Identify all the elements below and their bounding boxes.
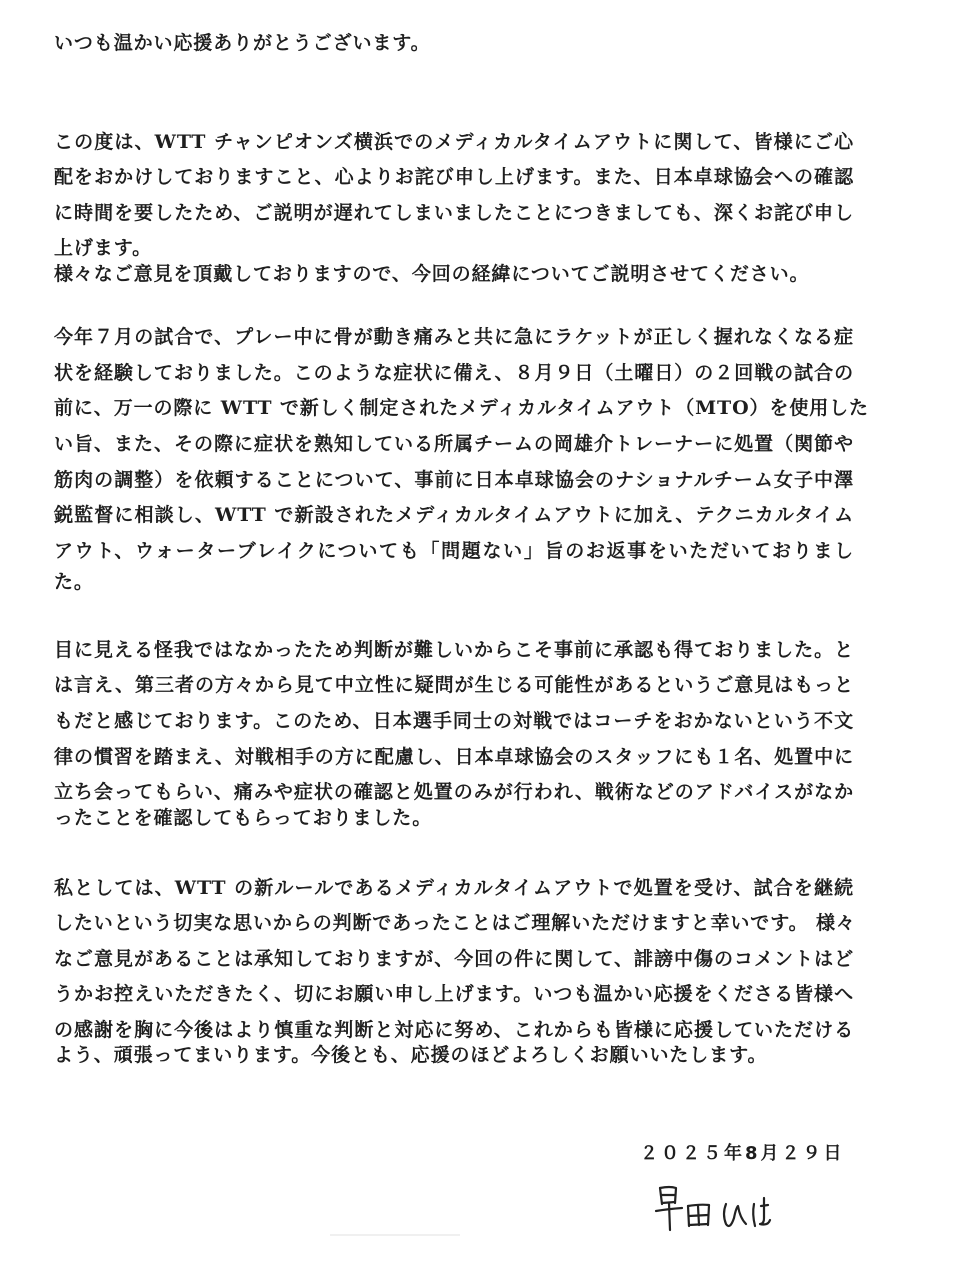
paragraph-3-line-3: もだと感じております。このため、日本選手同士の対戦ではコーチをおかないという不文 bbox=[54, 710, 854, 732]
signature-underline bbox=[330, 1234, 460, 1236]
paragraph-3-line-6: ったことを確認してもらっておりました。 bbox=[54, 807, 433, 829]
paragraph-2-line-6: 鋭監督に相談し、WTT で新設されたメディカルタイムアウトに加え、テクニカルタイム bbox=[54, 504, 854, 526]
paragraph-3-line-2: は言え、第三者の方々から見て中立性に疑問が生じる可能性があるというご意見はもっと bbox=[54, 674, 854, 696]
paragraph-1-line-4: 上げます。 bbox=[54, 237, 152, 259]
paragraph-1-line-3: に時間を要したため、ご説明が遅れてしまいましたことにつきましても、深くお詫び申し bbox=[54, 202, 854, 224]
paragraph-4-line-2: したいという切実な思いからの判断であったことはご理解いただけますと幸いです。 様々 bbox=[54, 912, 856, 934]
paragraph-2-line-7: アウト、ウォーターブレイクについても「問題ない」旨のお返事をいただいておりまし bbox=[54, 540, 854, 562]
paragraph-2-line-4: い旨、また、その際に症状を熟知している所属チームの岡雄介トレーナーに処置（関節や bbox=[54, 433, 854, 455]
paragraph-1-line-5: 様々なご意見を頂戴しておりますので、今回の経緯についてご説明させてください。 bbox=[54, 263, 810, 285]
paragraph-4-line-1: 私としては、WTT の新ルールであるメディカルタイムアウトで処置を受け、試合を継続 bbox=[54, 877, 854, 899]
letter-date: ２０２５年8月２９日 bbox=[640, 1143, 845, 1164]
paragraph-3-line-5: 立ち会ってもらい、痛みや症状の確認と処置のみが行われ、戦術などのアドバイスがなか bbox=[54, 781, 854, 803]
paragraph-1-line-1: この度は、WTT チャンピオンズ横浜でのメディカルタイムアウトに関して、皆様にご心 bbox=[54, 131, 854, 153]
paragraph-4-line-6: よう、頑張ってまいります。今後とも、応援のほどよろしくお願いいたします。 bbox=[54, 1044, 768, 1066]
paragraph-4-line-4: うかお控えいただきたく、切にお願い申し上げます。いつも温かい応援をくださる皆様へ bbox=[54, 983, 854, 1005]
paragraph-1-line-2: 配をおかけしておりますこと、心よりお詫び申し上げます。また、日本卓球協会への確認 bbox=[54, 166, 854, 188]
paragraph-2-line-8: た。 bbox=[54, 571, 94, 593]
paragraph-4-line-3: なご意見があることは承知しておりますが、今回の件に関して、誹謗中傷のコメントはど bbox=[54, 948, 854, 970]
greeting-line: いつも温かい応援ありがとうございます。 bbox=[54, 32, 431, 54]
paragraph-2-line-5: 筋肉の調整）を依頼することについて、事前に日本卓球協会のナショナルチーム女子中澤 bbox=[54, 469, 854, 491]
paragraph-2-line-3: 前に、万一の際に WTT で新しく制定されたメディカルタイムアウト（MTO）を使用した bbox=[54, 397, 869, 419]
paragraph-3-line-1: 目に見える怪我ではなかったため判断が難しいからこそ事前に承認も得ておりました。と bbox=[54, 639, 854, 661]
paragraph-4-line-5: の感謝を胸に今後はより慎重な判断と対応に努め、これからも皆様に応援していただける bbox=[54, 1019, 854, 1041]
handwritten-signature bbox=[618, 1184, 848, 1234]
paragraph-3-line-4: 律の慣習を踏まえ、対戦相手の方に配慮し、日本卓球協会のスタッフにも１名、処置中に bbox=[54, 746, 854, 768]
paragraph-2-line-2: 状を経験しておりました。このような症状に備え、８月９日（土曜日）の２回戦の試合の bbox=[54, 362, 854, 384]
signature-strokes-icon bbox=[618, 1184, 848, 1234]
paragraph-2-line-1: 今年７月の試合で、プレー中に骨が動き痛みと共に急にラケットが正しく握れなくなる症 bbox=[54, 326, 854, 348]
